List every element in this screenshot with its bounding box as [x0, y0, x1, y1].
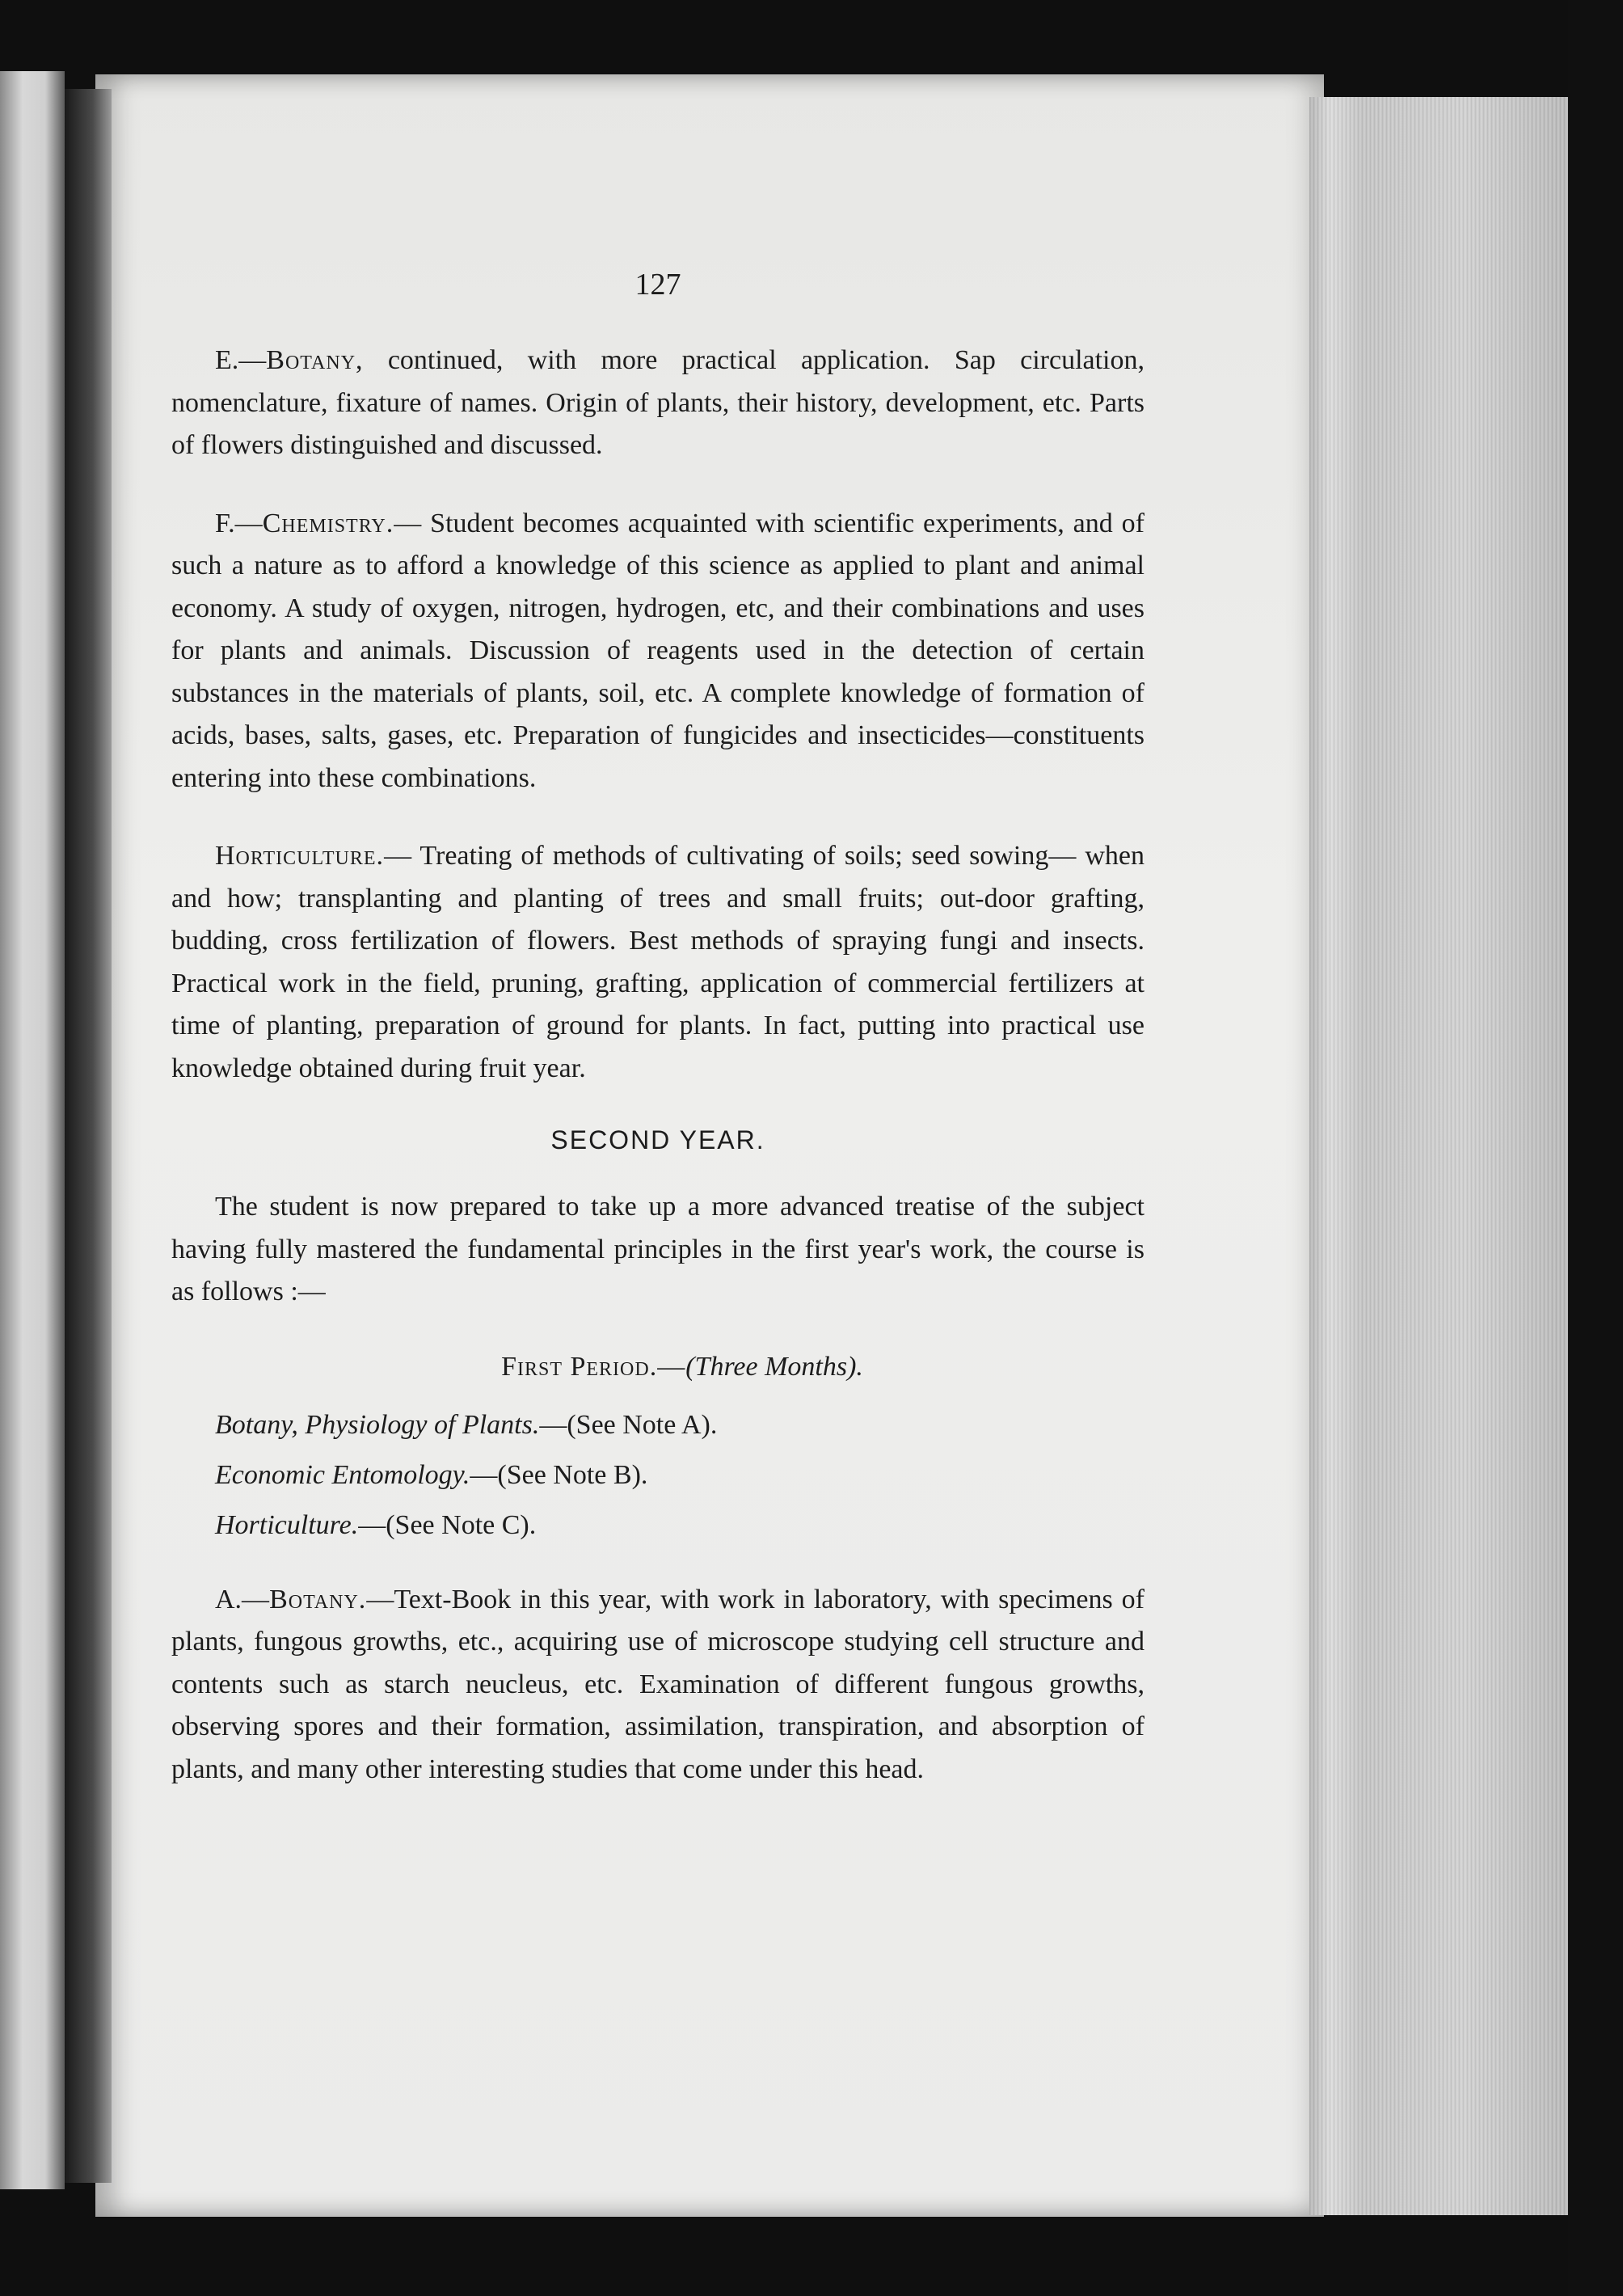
scan-border	[1568, 0, 1623, 2296]
note-reference: —(See Note B).	[470, 1459, 648, 1490]
note-line	[215, 1404, 1145, 1446]
paragraph-body: — Treating of methods of cultivating of soils; seed sowing— when and how; transplanting and planting of trees and small fruits; out-door grafting, budding, cross fertilization of flowers. Best methods of spraying fungi and insects. Practical work in the field, pruning, grafting, application of commercial fertilizers at time of planting, preparation of ground for plants. In fact, putting into practical use knowledge obtained during fruit year.	[171, 841, 1145, 1083]
section-heading: SECOND YEAR.	[550, 1125, 765, 1154]
paragraph-body: continued, with more practical application. Sap circulation, nomenclature, fixature of names. Origin of plants, their history, development, etc. Parts of flowers distinguished and discussed.	[171, 345, 1145, 460]
paragraph-horticulture	[171, 835, 1145, 1090]
note-subject: Economic Entomology.	[215, 1459, 470, 1490]
paragraph-label: F.—	[215, 508, 263, 538]
paragraph-title: Horticulture.	[215, 841, 385, 871]
period-detail: (Three Months).	[685, 1351, 863, 1382]
paragraph-a-botany	[171, 1579, 1145, 1792]
page-number: 127	[634, 268, 681, 302]
paragraph-title: Botany.	[269, 1584, 367, 1614]
note-line	[215, 1505, 1145, 1547]
paragraph-e-botany	[171, 340, 1145, 467]
paragraph-body: —Text-Book in this year, with work in laboratory, with specimens of plants, fungous growths, etc., acquiring use of microscope studying cell structure and contents such as starch neucleus, etc. Examination of different fungous growths, observing spores and their formation, assimilation, transpiration, and absorption of plants, and many other interesting studies that come under this head.	[171, 1584, 1145, 1784]
page-stack-edge	[1309, 97, 1568, 2215]
paragraph-body: — Student becomes acquainted with scientific experiments, and of such a nature as to afford a knowledge of this science as applied to plant and animal economy. A study of oxygen, nitrogen, hydrogen, etc, and their combinations and uses for plants and animals. Discussion of reagents used in the detection of certain substances in the materials of plants, soil, etc. A complete knowledge of formation of acids, bases, salts, gases, etc. Preparation of fungicides and insecticides—constituents entering into these combinations.	[171, 508, 1145, 793]
paragraph-f-chemistry	[171, 503, 1145, 800]
note-reference: —(See Note C).	[358, 1509, 537, 1540]
left-page-edge	[0, 71, 65, 2189]
paragraph-label: A.—	[215, 1584, 270, 1614]
period-line	[220, 1346, 1145, 1388]
gutter-shadow	[65, 89, 112, 2183]
note-reference: —(See Note A).	[539, 1409, 718, 1440]
period-label: First Period.—	[501, 1351, 686, 1382]
page-text	[171, 340, 1145, 1791]
paragraph-title: Chemistry.	[262, 508, 394, 538]
note-line	[215, 1454, 1145, 1496]
note-subject: Botany, Physiology of Plants.	[215, 1409, 540, 1440]
second-year-intro: The student is now prepared to take up a more advanced treatise of the subject having fully mastered the fundamental principles in the first year's work, the course is as follows :—	[171, 1192, 1145, 1306]
paragraph-label: E.—	[215, 345, 267, 375]
paragraph-title: Botany,	[266, 345, 364, 375]
note-subject: Horticulture.	[215, 1509, 359, 1540]
